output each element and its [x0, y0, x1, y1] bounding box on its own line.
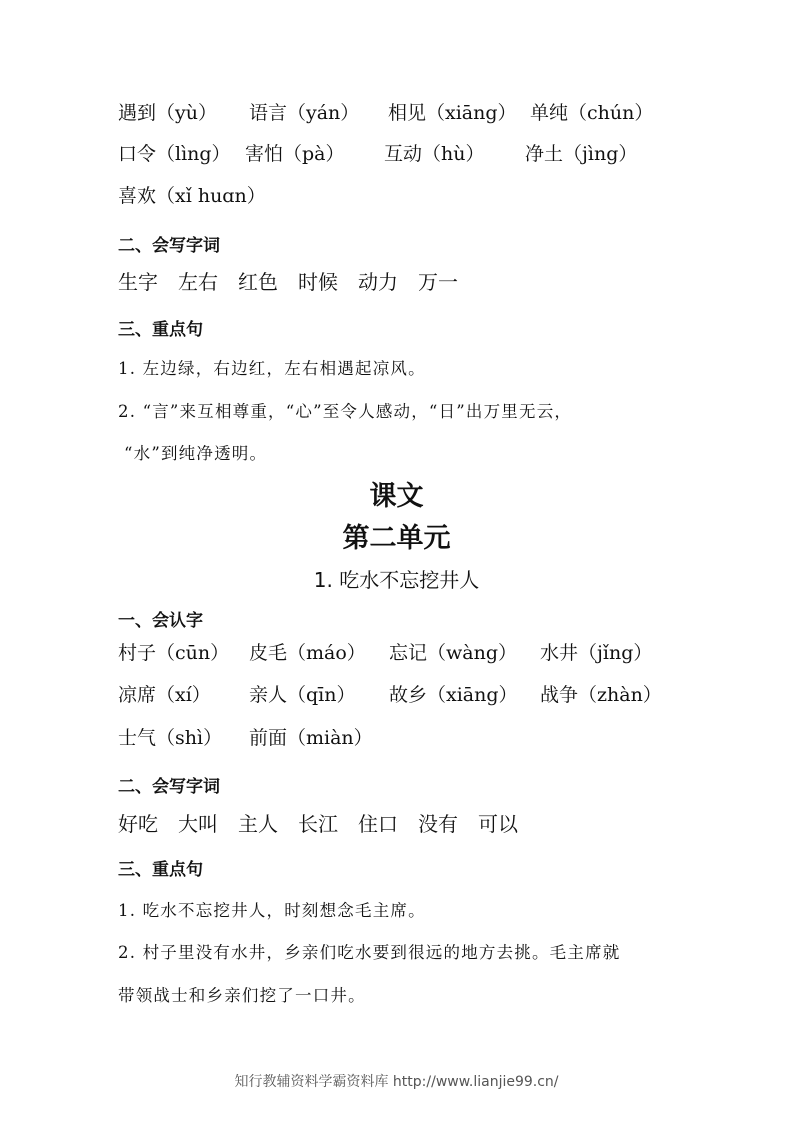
writing-word: 时候 — [298, 270, 338, 294]
section-heading: 一、会认字 — [118, 611, 203, 631]
vocab-item: 故乡（xiāng） — [389, 684, 518, 706]
section-heading: 三、重点句 — [118, 860, 203, 880]
vocab-item: 相见（xiāng） — [388, 102, 517, 124]
writing-word: 万一 — [418, 270, 458, 294]
vocab-item: 村子（cūn） — [118, 642, 230, 664]
writing-word: 长江 — [298, 812, 338, 836]
writing-word: 没有 — [418, 812, 458, 836]
lesson-title: 1. 吃水不忘挖井人 — [313, 568, 480, 592]
writing-word: 住口 — [358, 812, 398, 836]
vocab-item: 战争（zhàn） — [540, 684, 662, 706]
unit-title: 第二单元 — [342, 523, 451, 554]
section-title: 课文 — [369, 481, 424, 512]
footer-source: 知行教辅资料学霸资料库 http://www.lianjie99.cn/ — [234, 1074, 559, 1090]
vocab-item: 语言（yán） — [249, 102, 360, 124]
key-sentence: 带领战士和乡亲们挖了一口井。 — [118, 986, 366, 1005]
section-heading: 三、重点句 — [118, 320, 203, 340]
vocab-item: 凉席（xí） — [118, 684, 211, 706]
vocab-item: 前面（miàn） — [249, 727, 373, 749]
writing-word: 大叫 — [178, 812, 218, 836]
vocab-item: 口令（lìng） — [118, 143, 231, 165]
vocab-item: 水井（jǐng） — [540, 642, 653, 664]
vocab-item: 亲人（qīn） — [249, 684, 356, 706]
writing-word: 可以 — [478, 812, 518, 836]
vocab-item: 皮毛（máo） — [249, 642, 366, 664]
vocab-item: 互动（hù） — [384, 143, 485, 165]
key-sentence: “水”到纯净透明。 — [124, 444, 268, 463]
writing-word: 动力 — [358, 270, 398, 294]
key-sentence: 2. 村子里没有水井，乡亲们吃水要到很远的地方去挑。毛主席就 — [118, 943, 621, 962]
key-sentence: 2. “言”来互相尊重，“心”至令人感动，“日”出万里无云， — [118, 402, 573, 421]
writing-word: 生字 — [118, 270, 158, 294]
writing-word: 主人 — [238, 812, 278, 836]
vocab-item: 单纯（chún） — [530, 102, 654, 124]
key-sentence: 1. 吃水不忘挖井人，时刻想念毛主席。 — [118, 901, 426, 920]
section-heading: 二、会写字词 — [118, 236, 220, 256]
writing-word: 红色 — [238, 270, 278, 294]
vocab-item: 害怕（pà） — [245, 143, 345, 165]
vocab-item: 喜欢（xǐ huɑn） — [118, 185, 266, 207]
vocab-item: 忘记（wàng） — [389, 642, 517, 664]
key-sentence: 1. 左边绿，右边红，左右相遇起凉风。 — [118, 359, 426, 378]
vocab-item: 遇到（yù） — [118, 102, 217, 124]
writing-word: 左右 — [178, 270, 218, 294]
section-heading: 二、会写字词 — [118, 777, 220, 797]
writing-word: 好吃 — [118, 812, 158, 836]
vocab-item: 净土（jìng） — [525, 143, 638, 165]
vocab-item: 士气（shì） — [118, 727, 223, 749]
